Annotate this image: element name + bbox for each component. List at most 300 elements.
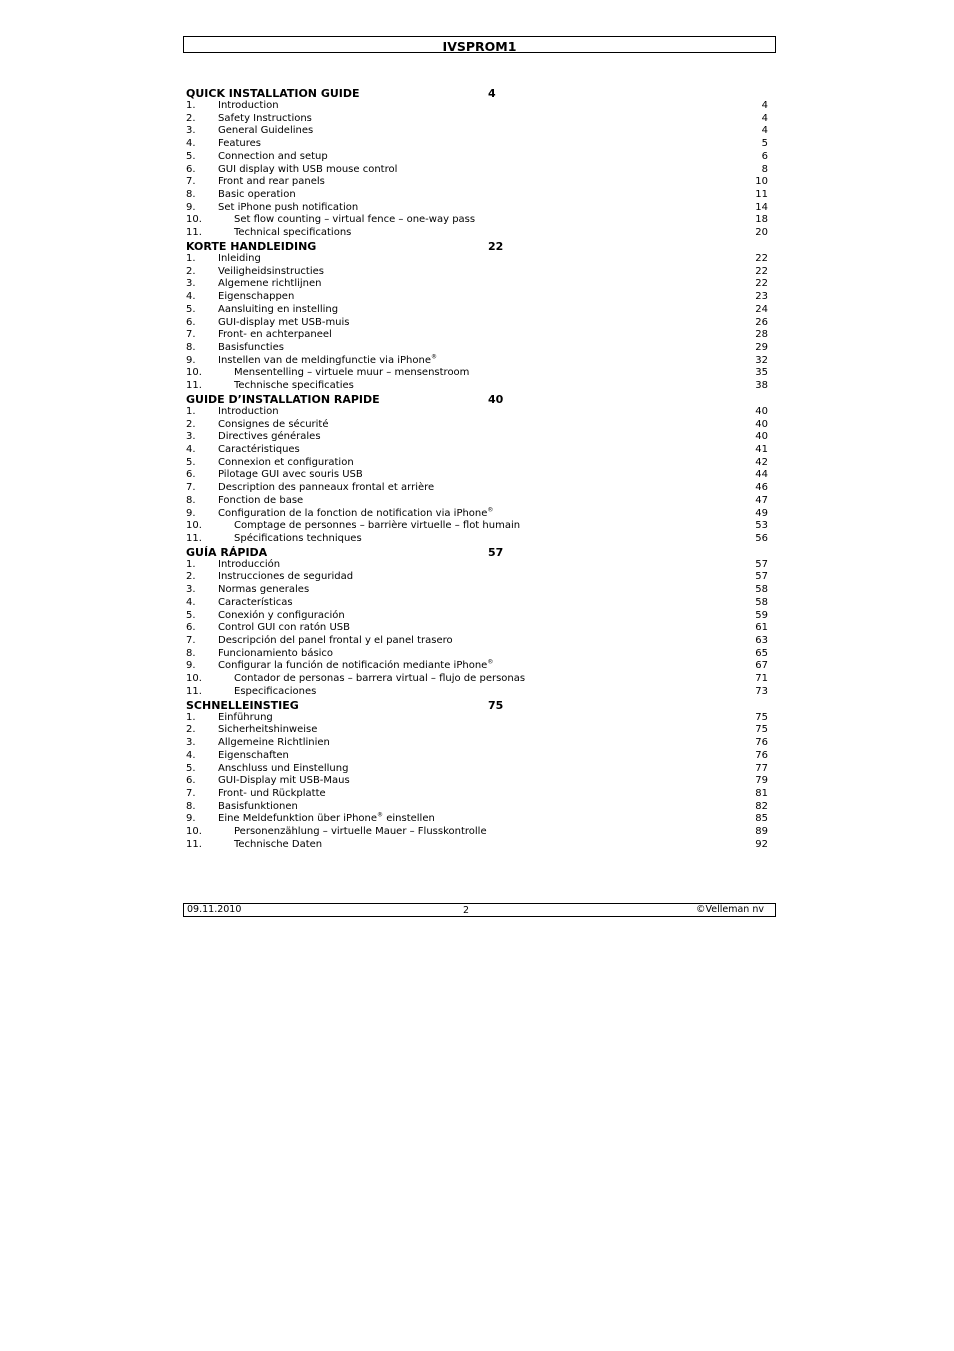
entry-title-text: Aansluiting en instelling xyxy=(218,303,339,315)
entry-title-text: Instellen van de meldingfunctie via iPhone xyxy=(218,354,432,366)
entry-title xyxy=(234,686,316,699)
entry-page-number: 76 xyxy=(755,749,768,761)
toc-entry xyxy=(186,597,768,610)
toc-entry xyxy=(186,367,768,380)
entry-page-number: 58 xyxy=(755,596,768,608)
entry-number: 1. xyxy=(186,405,196,417)
entry-number: 3. xyxy=(186,431,196,443)
toc-entry xyxy=(186,100,768,113)
entry-page-number: 8 xyxy=(761,163,768,175)
entry-title-text: Einführung xyxy=(218,711,273,723)
toc-entry xyxy=(186,227,768,240)
footer-date: 09.11.2010 xyxy=(187,904,242,915)
entry-title xyxy=(218,813,435,826)
entry-title xyxy=(234,826,487,839)
toc-entry xyxy=(186,801,768,814)
section-page-number: 4 xyxy=(488,87,496,100)
entry-title-text: Control GUI con ratón USB xyxy=(218,622,350,634)
entry-page-number: 61 xyxy=(755,622,768,634)
entry-page-number: 82 xyxy=(755,800,768,812)
entry-title-text: Technische Daten xyxy=(234,838,323,850)
entry-number: 7. xyxy=(186,635,196,647)
toc-entry xyxy=(186,686,768,699)
toc-entry xyxy=(186,355,768,368)
entry-title-text: Set flow counting – virtual fence – one-way pass xyxy=(234,214,476,226)
toc-entry xyxy=(186,533,768,546)
entry-title xyxy=(218,750,289,763)
entry-title xyxy=(218,317,350,330)
registered-mark: ® xyxy=(377,812,384,820)
entry-number: 11. xyxy=(186,227,202,239)
entry-page-number: 40 xyxy=(755,405,768,417)
toc-entry xyxy=(186,431,768,444)
entry-page-number: 71 xyxy=(755,673,768,685)
entry-title-text: Basisfunktionen xyxy=(218,800,298,812)
toc-entry xyxy=(186,278,768,291)
entry-page-number: 81 xyxy=(755,787,768,799)
toc-entry xyxy=(186,113,768,126)
entry-title-text: GUI-Display mit USB-Maus xyxy=(218,775,350,787)
entry-number: 8. xyxy=(186,189,196,201)
entry-title xyxy=(234,367,469,380)
table-of-contents xyxy=(186,87,768,852)
entry-title xyxy=(218,648,333,661)
entry-page-number: 29 xyxy=(755,341,768,353)
entry-title-text: Fonction de base xyxy=(218,494,304,506)
entry-page-number: 22 xyxy=(755,278,768,290)
entry-title xyxy=(218,724,317,737)
entry-title-text: Pilotage GUI avec souris USB xyxy=(218,469,363,481)
entry-title xyxy=(218,176,325,189)
entry-page-number: 4 xyxy=(761,112,768,124)
document-header xyxy=(183,36,776,53)
entry-number: 7. xyxy=(186,176,196,188)
entry-page-number: 75 xyxy=(755,711,768,723)
entry-title xyxy=(234,839,322,852)
toc-entry xyxy=(186,520,768,533)
entry-title-text: Contador de personas – barrera virtual – flujo de personas xyxy=(234,673,526,685)
entry-page-number: 42 xyxy=(755,456,768,468)
entry-page-number: 4 xyxy=(761,100,768,111)
entry-number: 4. xyxy=(186,138,196,150)
entry-title-text: Caractéristiques xyxy=(218,443,300,455)
entry-title-text: Instrucciones de seguridad xyxy=(218,571,354,583)
section-title: GUIDE D’INSTALLATION RAPIDE xyxy=(186,392,380,406)
entry-title xyxy=(218,597,293,610)
toc-section-heading xyxy=(186,699,768,712)
entry-page-number: 77 xyxy=(755,762,768,774)
entry-page-number: 65 xyxy=(755,647,768,659)
entry-title xyxy=(218,622,350,635)
toc-entry xyxy=(186,584,768,597)
entry-title xyxy=(218,100,279,113)
toc-entry xyxy=(186,775,768,788)
entry-page-number: 73 xyxy=(755,685,768,697)
toc-entry xyxy=(186,138,768,151)
entry-title xyxy=(234,380,354,393)
entry-title-text: Configurar la función de notificación mediante iPhone xyxy=(218,660,488,672)
toc-entry xyxy=(186,202,768,215)
toc-entry xyxy=(186,763,768,776)
entry-title-text: Introducción xyxy=(218,558,281,570)
entry-number: 6. xyxy=(186,316,196,328)
entry-title xyxy=(234,533,362,546)
entry-title xyxy=(218,610,345,623)
entry-title-text: Spécifications techniques xyxy=(234,533,362,544)
entry-number: 3. xyxy=(186,125,196,137)
toc-entry xyxy=(186,469,768,482)
toc-section-heading xyxy=(186,546,768,559)
entry-title-text: Safety Instructions xyxy=(218,112,312,124)
entry-title-text: Descripción del panel frontal y el panel trasero xyxy=(218,635,453,647)
entry-number: 8. xyxy=(186,647,196,659)
entry-title-text: Introduction xyxy=(218,405,279,417)
entry-title-text: Sicherheitshinweise xyxy=(218,724,318,736)
entry-number: 5. xyxy=(186,762,196,774)
entry-number: 1. xyxy=(186,558,196,570)
entry-title-text: Introduction xyxy=(218,100,279,111)
entry-page-number: 10 xyxy=(755,176,768,188)
toc-entry xyxy=(186,164,768,177)
entry-number: 7. xyxy=(186,329,196,341)
entry-number: 9. xyxy=(186,660,196,672)
toc-entry xyxy=(186,660,768,673)
entry-title xyxy=(218,125,313,138)
entry-title-text: Connexion et configuration xyxy=(218,456,354,468)
toc-entry xyxy=(186,610,768,623)
entry-title xyxy=(218,801,298,814)
entry-title-text: Personenzählung – virtuelle Mauer – Flusskontrolle xyxy=(234,826,487,838)
entry-title xyxy=(234,227,351,240)
entry-title-text: Conexión y configuración xyxy=(218,609,345,621)
entry-title-text: Anschluss und Einstellung xyxy=(218,762,349,774)
toc-entry xyxy=(186,635,768,648)
entry-page-number: 92 xyxy=(755,838,768,850)
entry-page-number: 57 xyxy=(755,558,768,570)
entry-title-text: Eigenschaften xyxy=(218,749,289,761)
entry-page-number: 63 xyxy=(755,635,768,647)
toc-entry xyxy=(186,724,768,737)
entry-number: 7. xyxy=(186,482,196,494)
entry-number: 5. xyxy=(186,609,196,621)
entry-page-number: 76 xyxy=(755,737,768,749)
entry-page-number: 67 xyxy=(755,660,768,672)
toc-entry xyxy=(186,266,768,279)
entry-number: 1. xyxy=(186,711,196,723)
section-page-number: 75 xyxy=(488,698,504,712)
entry-title xyxy=(218,737,330,750)
toc-entry xyxy=(186,380,768,393)
entry-number: 10. xyxy=(186,214,202,226)
entry-title-text: Technische specificaties xyxy=(234,380,354,392)
entry-title-text: Funcionamiento básico xyxy=(218,647,334,659)
entry-title xyxy=(218,189,296,202)
entry-page-number: 44 xyxy=(755,469,768,481)
entry-title-text: Inleiding xyxy=(218,252,261,264)
entry-title xyxy=(218,559,280,572)
entry-number: 8. xyxy=(186,341,196,353)
toc-entry xyxy=(186,750,768,763)
entry-number: 2. xyxy=(186,571,196,583)
toc-entry xyxy=(186,444,768,457)
entry-number: 5. xyxy=(186,456,196,468)
entry-page-number: 22 xyxy=(755,252,768,264)
entry-number: 11. xyxy=(186,533,202,544)
entry-title-text: Connection and setup xyxy=(218,150,328,162)
entry-title xyxy=(218,113,312,126)
entry-title-text: Eine Meldefunktion über iPhone xyxy=(218,813,378,825)
entry-page-number: 22 xyxy=(755,265,768,277)
entry-title-text: Algemene richtlijnen xyxy=(218,278,322,290)
entry-number: 10. xyxy=(186,826,202,838)
entry-number: 2. xyxy=(186,724,196,736)
entry-title-text: Technical specifications xyxy=(234,227,352,239)
entry-title-text: Directives générales xyxy=(218,431,321,443)
section-title: QUICK INSTALLATION GUIDE xyxy=(186,87,360,100)
entry-title xyxy=(234,520,520,533)
entry-page-number: 79 xyxy=(755,775,768,787)
entry-page-number: 89 xyxy=(755,826,768,838)
entry-title-text: Especificaciones xyxy=(234,685,317,697)
entry-title xyxy=(218,431,321,444)
toc-entry xyxy=(186,559,768,572)
entry-number: 11. xyxy=(186,380,202,392)
entry-number: 10. xyxy=(186,520,202,532)
toc-entry xyxy=(186,214,768,227)
entry-page-number: 11 xyxy=(755,189,768,201)
entry-page-number: 59 xyxy=(755,609,768,621)
entry-page-number: 38 xyxy=(755,380,768,392)
entry-page-number: 47 xyxy=(755,494,768,506)
entry-number: 6. xyxy=(186,775,196,787)
entry-title-text: Description des panneaux frontal et arrière xyxy=(218,482,435,494)
toc-entry xyxy=(186,648,768,661)
entry-title xyxy=(234,214,475,227)
toc-entry xyxy=(186,571,768,584)
toc-entry xyxy=(186,622,768,635)
toc-entry xyxy=(186,826,768,839)
footer-page-number: 2 xyxy=(463,905,470,916)
entry-title-text: Veiligheidsinstructies xyxy=(218,265,324,277)
section-title: GUÍA RÁPIDA xyxy=(186,545,268,559)
entry-title xyxy=(218,342,284,355)
toc-entry xyxy=(186,253,768,266)
entry-title xyxy=(218,469,363,482)
entry-page-number: 32 xyxy=(755,354,768,366)
entry-number: 6. xyxy=(186,469,196,481)
entry-page-number: 56 xyxy=(755,533,768,544)
entry-page-number: 23 xyxy=(755,291,768,303)
entry-title-text: Configuration de la fonction de notification via iPhone xyxy=(218,507,488,519)
entry-page-number: 46 xyxy=(755,482,768,494)
entry-title xyxy=(218,635,453,648)
toc-entry xyxy=(186,176,768,189)
entry-number: 2. xyxy=(186,418,196,430)
entry-page-number: 28 xyxy=(755,329,768,341)
section-page-number: 40 xyxy=(488,392,504,406)
toc-entry xyxy=(186,839,768,852)
toc-entry xyxy=(186,508,768,521)
entry-title-text: Front and rear panels xyxy=(218,176,325,188)
entry-page-number: 53 xyxy=(755,520,768,532)
entry-title xyxy=(218,482,434,495)
entry-number: 1. xyxy=(186,100,196,111)
entry-page-number: 40 xyxy=(755,418,768,430)
entry-title xyxy=(218,457,354,470)
toc-entry xyxy=(186,419,768,432)
entry-title-text: General Guidelines xyxy=(218,125,314,137)
entry-page-number: 24 xyxy=(755,303,768,315)
registered-mark: ® xyxy=(487,659,494,667)
entry-title xyxy=(218,788,326,801)
registered-mark: ® xyxy=(487,506,494,514)
entry-title-suffix: einstellen xyxy=(383,813,435,825)
section-page-number: 22 xyxy=(488,239,504,253)
toc-entry xyxy=(186,813,768,826)
entry-number: 3. xyxy=(186,737,196,749)
section-title: SCHNELLEINSTIEG xyxy=(186,698,299,712)
entry-number: 8. xyxy=(186,494,196,506)
entry-title-text: GUI display with USB mouse control xyxy=(218,163,398,175)
toc-entry xyxy=(186,189,768,202)
entry-title-text: Mensentelling – virtuele muur – mensenstroom xyxy=(234,367,470,379)
entry-number: 6. xyxy=(186,163,196,175)
entry-page-number: 4 xyxy=(761,125,768,137)
entry-title xyxy=(218,508,493,521)
entry-title-text: Eigenschappen xyxy=(218,291,295,303)
entry-title xyxy=(218,712,273,725)
entry-title-text: Características xyxy=(218,596,293,608)
entry-number: 11. xyxy=(186,685,202,697)
entry-title xyxy=(218,584,309,597)
entry-number: 7. xyxy=(186,787,196,799)
entry-title xyxy=(218,355,437,368)
entry-title-text: Set iPhone push notification xyxy=(218,201,359,213)
entry-number: 11. xyxy=(186,838,202,850)
entry-number: 6. xyxy=(186,622,196,634)
toc-entry xyxy=(186,304,768,317)
entry-title xyxy=(218,164,397,177)
entry-number: 9. xyxy=(186,813,196,825)
entry-page-number: 41 xyxy=(755,443,768,455)
entry-title xyxy=(218,151,328,164)
toc-section-heading xyxy=(186,87,768,100)
entry-title xyxy=(218,202,358,215)
entry-number: 9. xyxy=(186,507,196,519)
toc-entry xyxy=(186,712,768,725)
entry-title-text: Features xyxy=(218,138,261,150)
entry-number: 9. xyxy=(186,201,196,213)
toc-entry xyxy=(186,495,768,508)
entry-title-text: Consignes de sécurité xyxy=(218,418,329,430)
entry-number: 3. xyxy=(186,584,196,596)
entry-number: 9. xyxy=(186,354,196,366)
entry-title xyxy=(218,291,294,304)
entry-title xyxy=(218,304,338,317)
entry-title xyxy=(218,138,261,151)
entry-page-number: 35 xyxy=(755,367,768,379)
entry-title-text: Front- und Rückplatte xyxy=(218,787,326,799)
toc-entry xyxy=(186,788,768,801)
entry-title-text: Basic operation xyxy=(218,189,296,201)
entry-title xyxy=(218,253,261,266)
section-page-number: 57 xyxy=(488,545,504,559)
entry-number: 8. xyxy=(186,800,196,812)
entry-title xyxy=(218,660,493,673)
entry-page-number: 6 xyxy=(761,150,768,162)
entry-number: 4. xyxy=(186,749,196,761)
toc-entry xyxy=(186,482,768,495)
entry-number: 2. xyxy=(186,112,196,124)
entry-page-number: 85 xyxy=(755,813,768,825)
toc-entry xyxy=(186,673,768,686)
entry-title xyxy=(218,329,332,342)
toc-entry xyxy=(186,125,768,138)
entry-title xyxy=(218,495,303,508)
entry-page-number: 57 xyxy=(755,571,768,583)
entry-title-text: Basisfuncties xyxy=(218,341,284,353)
entry-title xyxy=(218,763,348,776)
entry-number: 3. xyxy=(186,278,196,290)
entry-page-number: 40 xyxy=(755,431,768,443)
entry-title-text: Comptage de personnes – barrière virtuelle – flot humain xyxy=(234,520,521,532)
footer-copyright: ©Velleman nv xyxy=(696,904,764,915)
toc-section-heading xyxy=(186,240,768,253)
entry-page-number: 14 xyxy=(755,201,768,213)
entry-title-text: Front- en achterpaneel xyxy=(218,329,332,341)
entry-number: 4. xyxy=(186,291,196,303)
entry-title-text: GUI-display met USB-muis xyxy=(218,316,350,328)
entry-page-number: 49 xyxy=(755,507,768,519)
entry-number: 4. xyxy=(186,443,196,455)
document-title: IVSPROM1 xyxy=(442,39,517,54)
entry-page-number: 20 xyxy=(755,227,768,239)
entry-title-text: Allgemeine Richtlinien xyxy=(218,737,330,749)
entry-title xyxy=(234,673,525,686)
entry-title-text: Normas generales xyxy=(218,584,310,596)
entry-page-number: 58 xyxy=(755,584,768,596)
entry-number: 2. xyxy=(186,265,196,277)
toc-entry xyxy=(186,329,768,342)
entry-title xyxy=(218,571,353,584)
entry-title xyxy=(218,775,350,788)
toc-entry xyxy=(186,151,768,164)
entry-page-number: 5 xyxy=(761,138,768,150)
document-footer xyxy=(183,903,776,917)
entry-page-number: 26 xyxy=(755,316,768,328)
entry-title xyxy=(218,444,300,457)
entry-title xyxy=(218,406,279,419)
entry-number: 4. xyxy=(186,596,196,608)
entry-number: 5. xyxy=(186,150,196,162)
entry-page-number: 75 xyxy=(755,724,768,736)
toc-entry xyxy=(186,406,768,419)
entry-page-number: 18 xyxy=(755,214,768,226)
toc-entry xyxy=(186,737,768,750)
entry-title xyxy=(218,266,324,279)
toc-entry xyxy=(186,457,768,470)
registered-mark: ® xyxy=(431,353,438,361)
entry-number: 5. xyxy=(186,303,196,315)
toc-entry xyxy=(186,291,768,304)
toc-section-heading xyxy=(186,393,768,406)
entry-number: 10. xyxy=(186,673,202,685)
entry-number: 10. xyxy=(186,367,202,379)
entry-title xyxy=(218,419,329,432)
entry-title xyxy=(218,278,322,291)
entry-number: 1. xyxy=(186,252,196,264)
toc-entry xyxy=(186,342,768,355)
